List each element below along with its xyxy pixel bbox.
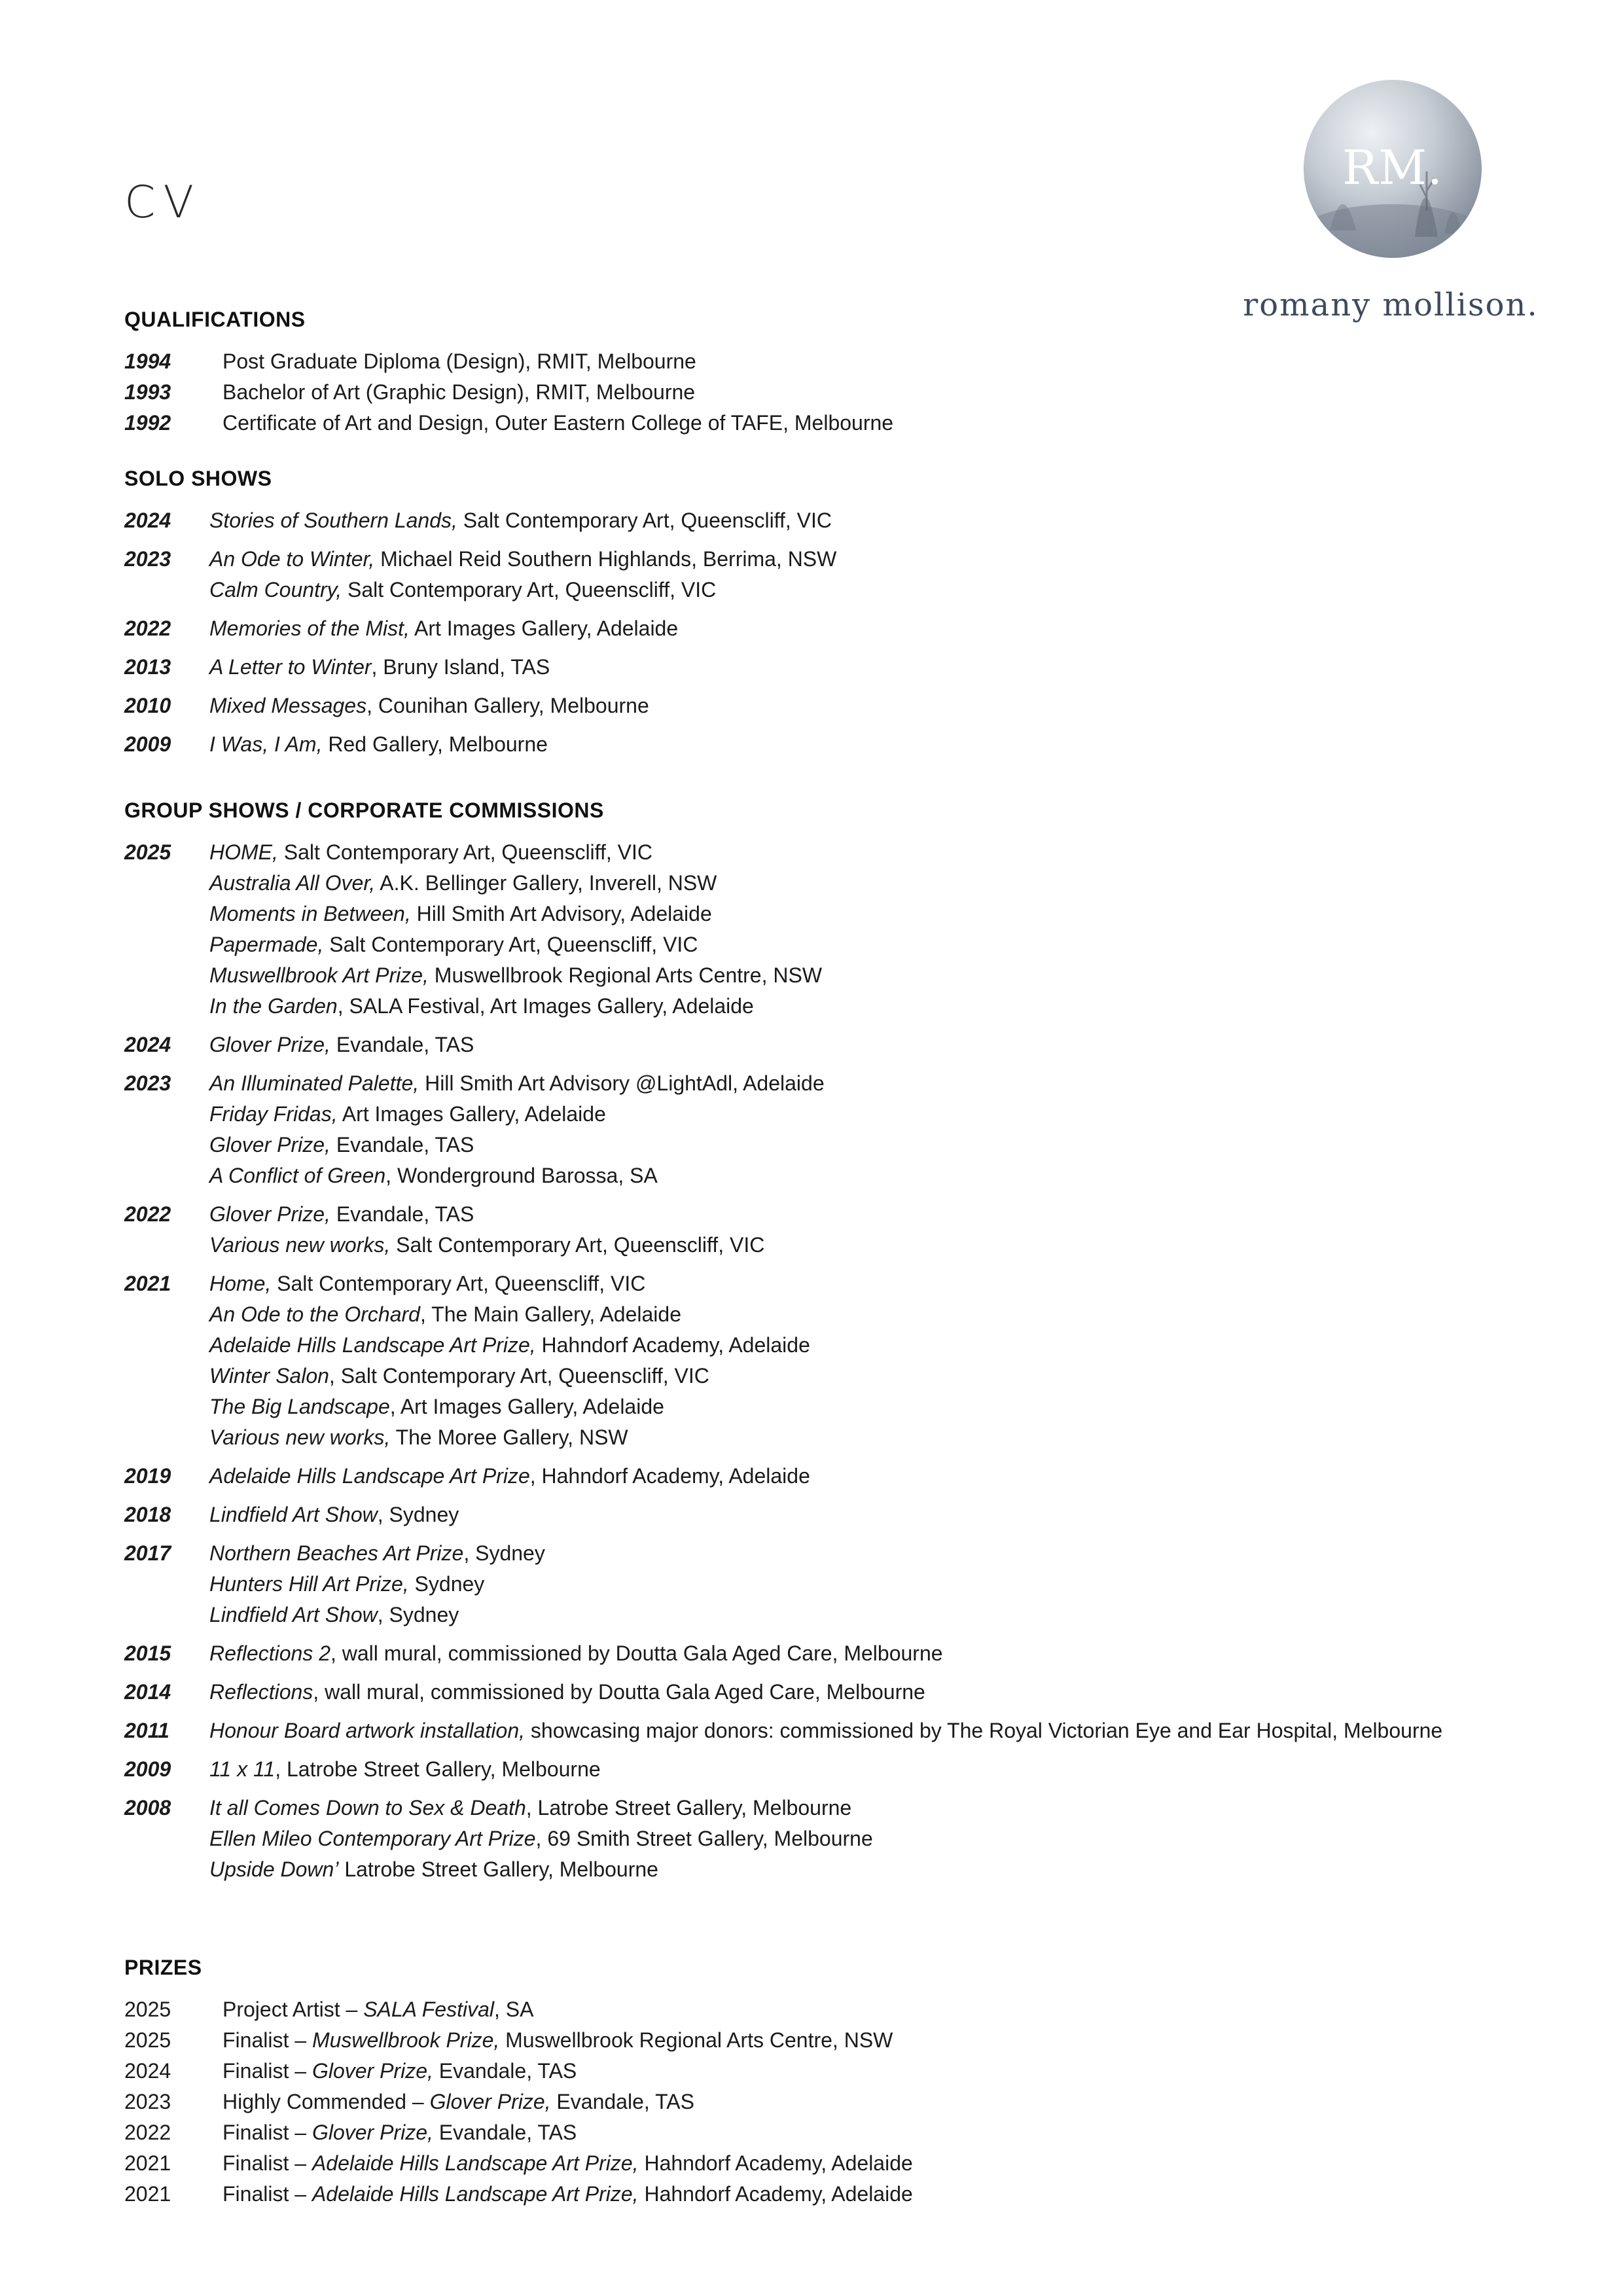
exhibition-title: Ellen Mileo Contemporary Art Prize	[209, 1827, 536, 1850]
prize-year: 2021	[124, 2151, 171, 2175]
solo-entries	[209, 652, 1584, 683]
group-group-row	[124, 1199, 1584, 1261]
exhibition-venue: , wall mural, commissioned by Doutta Gala Aged Care, Melbourne	[313, 1680, 925, 1704]
solo-entries	[209, 544, 1584, 605]
exhibition-entry	[209, 1638, 1584, 1669]
exhibition-entry	[209, 1793, 1584, 1823]
exhibition-title: Calm Country,	[209, 578, 342, 601]
exhibition-title: Reflections 2	[209, 1641, 330, 1665]
exhibition-entry	[209, 1499, 1584, 1530]
exhibition-entry	[209, 1199, 1584, 1230]
exhibition-entry	[209, 1068, 1584, 1099]
solo-group-row	[124, 691, 1584, 721]
qualifications-section	[124, 308, 1584, 439]
exhibition-title: Various new works,	[209, 1426, 391, 1449]
exhibition-entry	[209, 837, 1584, 868]
exhibition-venue: , Wonderground Barossa, SA	[385, 1164, 658, 1187]
solo-year-group	[124, 691, 1584, 721]
exhibition-venue: Salt Contemporary Art, Queenscliff, VIC	[457, 509, 832, 532]
group-year: 2022	[124, 1202, 171, 1226]
logo-circle	[1304, 80, 1482, 258]
group-entries	[209, 1268, 1584, 1453]
exhibition-entry	[209, 868, 1584, 899]
exhibition-venue: , Counihan Gallery, Melbourne	[366, 694, 649, 717]
prize-name: Muswellbrook Prize,	[312, 2028, 500, 2052]
exhibition-venue: , Salt Contemporary Art, Queenscliff, VIC	[329, 1364, 709, 1388]
exhibition-venue: , SALA Festival, Art Images Gallery, Adelaide	[337, 994, 754, 1018]
solo-year: 2024	[124, 509, 171, 532]
group-group-row	[124, 1538, 1584, 1630]
group-shows-section	[124, 798, 1584, 1893]
exhibition-entry	[209, 691, 1584, 721]
exhibition-venue: Hill Smith Art Advisory @LightAdl, Adelaide	[419, 1071, 825, 1095]
qualification-year: 1992	[124, 411, 171, 435]
exhibition-entry	[209, 1391, 1584, 1422]
exhibition-entry	[209, 1299, 1584, 1330]
exhibition-venue: Salt Contemporary Art, Queenscliff, VIC	[390, 1233, 765, 1257]
prize-name: Adelaide Hills Landscape Art Prize,	[312, 2182, 639, 2206]
qualification-year: 1993	[124, 380, 171, 404]
qualifications-list	[124, 346, 1584, 439]
exhibition-title: Upside Down’	[209, 1857, 339, 1881]
exhibition-title: A Conflict of Green	[209, 1164, 386, 1187]
solo-year: 2013	[124, 655, 171, 679]
qualification-text: Certificate of Art and Design, Outer Eastern College of TAFE, Melbourne	[223, 411, 894, 435]
solo-year: 2023	[124, 547, 171, 571]
group-entries	[209, 1461, 1584, 1492]
exhibition-venue: A.K. Bellinger Gallery, Inverell, NSW	[375, 871, 717, 895]
group-year-group	[124, 1030, 1584, 1060]
exhibition-venue: Salt Contemporary Art, Queenscliff, VIC	[342, 578, 717, 601]
exhibition-venue: Art Images Gallery, Adelaide	[337, 1102, 606, 1126]
exhibition-venue: Hahndorf Academy, Adelaide	[535, 1333, 810, 1357]
prize-text	[223, 1994, 1584, 2025]
exhibition-venue: , Bruny Island, TAS	[371, 655, 550, 679]
logo-mark: RM.	[1342, 140, 1443, 195]
exhibition-entry	[209, 1099, 1584, 1130]
exhibition-title: Glover Prize,	[209, 1133, 330, 1157]
exhibition-entry	[209, 729, 1584, 760]
exhibition-venue: , 69 Smith Street Gallery, Melbourne	[535, 1827, 873, 1850]
exhibition-entry	[209, 1569, 1584, 1600]
group-entries	[209, 1638, 1584, 1669]
group-entries	[209, 1715, 1584, 1746]
prize-venue: Evandale, TAS	[433, 2059, 577, 2083]
group-year: 2017	[124, 1541, 171, 1565]
prize-venue: Evandale, TAS	[433, 2121, 577, 2144]
solo-year-group	[124, 505, 1584, 536]
prize-level: Highly Commended –	[223, 2090, 430, 2113]
exhibition-venue: Art Images Gallery, Adelaide	[409, 617, 679, 640]
prize-text	[223, 2056, 1584, 2087]
exhibition-entry	[209, 1230, 1584, 1261]
exhibition-entry	[209, 1823, 1584, 1854]
exhibition-title: Adelaide Hills Landscape Art Prize,	[209, 1333, 536, 1357]
exhibition-title: A Letter to Winter	[209, 655, 372, 679]
exhibition-title: HOME,	[209, 840, 278, 864]
exhibition-title: Various new works,	[209, 1233, 391, 1257]
prize-year: 2023	[124, 2090, 171, 2113]
solo-group-row	[124, 652, 1584, 683]
page-title: CV	[124, 177, 202, 228]
exhibition-entry	[209, 1461, 1584, 1492]
prize-venue: Hahndorf Academy, Adelaide	[638, 2151, 913, 2175]
prize-row	[124, 2025, 1584, 2056]
exhibition-entry	[209, 1422, 1584, 1453]
exhibition-entry	[209, 1268, 1584, 1299]
exhibition-title: Reflections	[209, 1680, 313, 1704]
solo-year-group	[124, 613, 1584, 644]
group-entries	[209, 837, 1584, 1022]
exhibition-venue: The Moree Gallery, NSW	[390, 1426, 628, 1449]
group-year-group	[124, 1754, 1584, 1785]
group-group-row	[124, 1461, 1584, 1492]
group-group-row	[124, 1638, 1584, 1669]
qualification-row	[124, 346, 1584, 377]
exhibition-venue: , The Main Gallery, Adelaide	[419, 1302, 681, 1326]
exhibition-title: Stories of Southern Lands,	[209, 509, 457, 532]
solo-shows-list	[124, 505, 1584, 760]
exhibition-title: In the Garden	[209, 994, 338, 1018]
solo-group-row	[124, 729, 1584, 760]
exhibition-venue: , Latrobe Street Gallery, Melbourne	[526, 1796, 852, 1820]
group-year-group	[124, 1715, 1584, 1746]
group-year-group	[124, 1638, 1584, 1669]
exhibition-entry	[209, 1538, 1584, 1569]
exhibition-venue: Salt Contemporary Art, Queenscliff, VIC	[271, 1272, 646, 1295]
prize-row	[124, 2117, 1584, 2148]
group-year: 2009	[124, 1757, 171, 1781]
exhibition-entry	[209, 991, 1584, 1022]
solo-entries	[209, 613, 1584, 644]
prize-name: Glover Prize,	[429, 2090, 551, 2113]
solo-year: 2009	[124, 732, 171, 756]
group-year: 2025	[124, 840, 171, 864]
exhibition-venue: , Hahndorf Academy, Adelaide	[529, 1464, 810, 1488]
qualification-row	[124, 408, 1584, 439]
exhibition-venue: Red Gallery, Melbourne	[322, 732, 548, 756]
exhibition-title: Home,	[209, 1272, 272, 1295]
exhibition-title: Lindfield Art Show	[209, 1503, 378, 1526]
group-year: 2024	[124, 1033, 171, 1056]
group-year: 2018	[124, 1503, 171, 1526]
group-year-group	[124, 1461, 1584, 1492]
exhibition-venue: , Sydney	[377, 1603, 459, 1626]
group-year: 2008	[124, 1796, 171, 1820]
prize-year: 2025	[124, 1998, 171, 2021]
solo-year-group	[124, 729, 1584, 760]
group-year-group	[124, 1538, 1584, 1630]
group-entries	[209, 1068, 1584, 1191]
prize-year: 2021	[124, 2182, 171, 2206]
exhibition-venue: Evandale, TAS	[330, 1202, 474, 1226]
group-group-row	[124, 1068, 1584, 1191]
group-year-group	[124, 1677, 1584, 1708]
group-year-group	[124, 1499, 1584, 1530]
exhibition-venue: , Art Images Gallery, Adelaide	[389, 1395, 664, 1418]
exhibition-entry	[209, 505, 1584, 536]
exhibition-venue: Muswellbrook Regional Arts Centre, NSW	[428, 963, 823, 987]
exhibition-venue: Evandale, TAS	[330, 1133, 474, 1157]
exhibition-title: 11 x 11	[209, 1757, 276, 1781]
prize-text	[223, 2117, 1584, 2148]
exhibition-entry	[209, 929, 1584, 960]
exhibition-entry	[209, 1030, 1584, 1060]
exhibition-entry	[209, 1754, 1584, 1785]
prizes-list	[124, 1994, 1584, 2210]
group-entries	[209, 1793, 1584, 1885]
group-year: 2023	[124, 1071, 171, 1095]
group-year: 2014	[124, 1680, 171, 1704]
prizes-section	[124, 1956, 1584, 2210]
exhibition-entry	[209, 1160, 1584, 1191]
prize-row	[124, 2179, 1584, 2210]
group-group-row	[124, 1793, 1584, 1885]
group-entries	[209, 1030, 1584, 1060]
exhibition-entry	[209, 1130, 1584, 1160]
exhibition-title: An Ode to Winter,	[209, 547, 375, 571]
exhibition-venue: , wall mural, commissioned by Doutta Gala Aged Care, Melbourne	[330, 1641, 943, 1665]
group-entries	[209, 1199, 1584, 1261]
exhibition-entry	[209, 1854, 1584, 1885]
group-group-row	[124, 1499, 1584, 1530]
solo-group-row	[124, 505, 1584, 536]
exhibition-entry	[209, 899, 1584, 929]
exhibition-title: Glover Prize,	[209, 1033, 330, 1056]
group-year-group	[124, 1793, 1584, 1885]
group-entries	[209, 1677, 1584, 1708]
solo-year-group	[124, 544, 1584, 605]
brand-logo	[1237, 80, 1538, 329]
prize-row	[124, 2087, 1584, 2117]
prize-name: Glover Prize,	[312, 2059, 433, 2083]
exhibition-title: Glover Prize,	[209, 1202, 330, 1226]
exhibition-title: An Illuminated Palette,	[209, 1071, 419, 1095]
exhibition-title: Papermade,	[209, 933, 324, 956]
exhibition-venue: Salt Contemporary Art, Queenscliff, VIC	[323, 933, 698, 956]
exhibition-entry	[209, 575, 1584, 605]
exhibition-venue: Salt Contemporary Art, Queenscliff, VIC	[277, 840, 652, 864]
prize-name: Glover Prize,	[312, 2121, 433, 2144]
exhibition-entry	[209, 1361, 1584, 1391]
group-entries	[209, 1754, 1584, 1785]
qualifications-heading: QUALIFICATIONS	[124, 308, 306, 331]
exhibition-venue: Evandale, TAS	[330, 1033, 474, 1056]
prize-text	[223, 2179, 1584, 2210]
exhibition-title: Friday Fridas,	[209, 1102, 338, 1126]
exhibition-title: It all Comes Down to Sex & Death	[209, 1796, 526, 1820]
prize-row	[124, 2056, 1584, 2087]
prize-venue: Hahndorf Academy, Adelaide	[638, 2182, 913, 2206]
prize-level: Project Artist –	[223, 1998, 364, 2021]
group-entries	[209, 1538, 1584, 1630]
exhibition-entry	[209, 1600, 1584, 1630]
prize-level: Finalist –	[223, 2182, 312, 2206]
group-entries	[209, 1499, 1584, 1530]
prize-text	[223, 2025, 1584, 2056]
prize-name: Adelaide Hills Landscape Art Prize,	[312, 2151, 639, 2175]
group-year: 2011	[124, 1719, 169, 1742]
exhibition-venue: showcasing major donors: commissioned by The Royal Victorian Eye and Ear Hospital, Melbourne	[525, 1719, 1443, 1742]
solo-year: 2022	[124, 617, 171, 640]
prize-text	[223, 2148, 1584, 2179]
exhibition-title: Australia All Over,	[209, 871, 376, 895]
prizes-heading: PRIZES	[124, 1956, 202, 1979]
exhibition-entry	[209, 1677, 1584, 1708]
qualification-text: Post Graduate Diploma (Design), RMIT, Melbourne	[223, 350, 696, 373]
group-year-group	[124, 837, 1584, 1022]
exhibition-title: Hunters Hill Art Prize,	[209, 1572, 409, 1596]
prize-year: 2024	[124, 2059, 171, 2083]
prize-year: 2025	[124, 2028, 171, 2052]
logo-name: romany mollison.	[1243, 287, 1539, 323]
group-group-row	[124, 1754, 1584, 1785]
group-year-group	[124, 1268, 1584, 1453]
solo-group-row	[124, 613, 1584, 644]
group-group-row	[124, 837, 1584, 1022]
exhibition-title: Moments in Between,	[209, 902, 411, 925]
exhibition-title: Winter Salon	[209, 1364, 329, 1388]
prize-level: Finalist –	[223, 2059, 312, 2083]
exhibition-title: The Big Landscape	[209, 1395, 390, 1418]
prize-level: Finalist –	[223, 2151, 312, 2175]
group-group-row	[124, 1715, 1584, 1746]
solo-entries	[209, 691, 1584, 721]
exhibition-venue: , Sydney	[463, 1541, 545, 1565]
group-group-row	[124, 1677, 1584, 1708]
solo-entries	[209, 729, 1584, 760]
solo-year: 2010	[124, 694, 171, 717]
qualification-year: 1994	[124, 350, 171, 373]
prize-text	[223, 2087, 1584, 2117]
group-year-group	[124, 1199, 1584, 1261]
prize-name: SALA Festival	[363, 1998, 494, 2021]
solo-year-group	[124, 652, 1584, 683]
exhibition-title: I Was, I Am,	[209, 732, 323, 756]
exhibition-venue: Sydney	[408, 1572, 485, 1596]
exhibition-title: Lindfield Art Show	[209, 1603, 378, 1626]
prize-row	[124, 2148, 1584, 2179]
exhibition-venue: Latrobe Street Gallery, Melbourne	[338, 1857, 658, 1881]
exhibition-venue: , Sydney	[377, 1503, 459, 1526]
exhibition-title: Adelaide Hills Landscape Art Prize	[209, 1464, 530, 1488]
exhibition-title: Memories of the Mist,	[209, 617, 410, 640]
qualification-row	[124, 377, 1584, 408]
exhibition-entry	[209, 652, 1584, 683]
group-year: 2015	[124, 1641, 171, 1665]
exhibition-entry	[209, 1330, 1584, 1361]
group-year: 2021	[124, 1272, 171, 1295]
exhibition-venue: Hill Smith Art Advisory, Adelaide	[410, 902, 712, 925]
solo-entries	[209, 505, 1584, 536]
prize-row	[124, 1994, 1584, 2025]
exhibition-venue: , Latrobe Street Gallery, Melbourne	[275, 1757, 601, 1781]
group-group-row	[124, 1268, 1584, 1453]
exhibition-title: An Ode to the Orchard	[209, 1302, 420, 1326]
solo-group-row	[124, 544, 1584, 605]
group-shows-list	[124, 837, 1584, 1885]
exhibition-title: Muswellbrook Art Prize,	[209, 963, 429, 987]
exhibition-title: Mixed Messages	[209, 694, 367, 717]
prize-year: 2022	[124, 2121, 171, 2144]
prize-venue: , SA	[493, 1998, 534, 2021]
prize-venue: Muswellbrook Regional Arts Centre, NSW	[499, 2028, 893, 2052]
group-year: 2019	[124, 1464, 171, 1488]
prize-venue: Evandale, TAS	[550, 2090, 694, 2113]
exhibition-venue: Michael Reid Southern Highlands, Berrima, NSW	[374, 547, 837, 571]
group-year-group	[124, 1068, 1584, 1191]
exhibition-entry	[209, 544, 1584, 575]
exhibition-title: Northern Beaches Art Prize	[209, 1541, 464, 1565]
qualification-text: Bachelor of Art (Graphic Design), RMIT, Melbourne	[223, 380, 696, 404]
solo-shows-section	[124, 467, 1584, 768]
group-shows-heading: GROUP SHOWS / CORPORATE COMMISSIONS	[124, 798, 604, 822]
solo-shows-heading: SOLO SHOWS	[124, 467, 272, 490]
exhibition-entry	[209, 613, 1584, 644]
exhibition-entry	[209, 1715, 1584, 1746]
prize-level: Finalist –	[223, 2121, 312, 2144]
exhibition-title: Honour Board artwork installation,	[209, 1719, 526, 1742]
group-group-row	[124, 1030, 1584, 1060]
exhibition-entry	[209, 960, 1584, 991]
prize-level: Finalist –	[223, 2028, 312, 2052]
